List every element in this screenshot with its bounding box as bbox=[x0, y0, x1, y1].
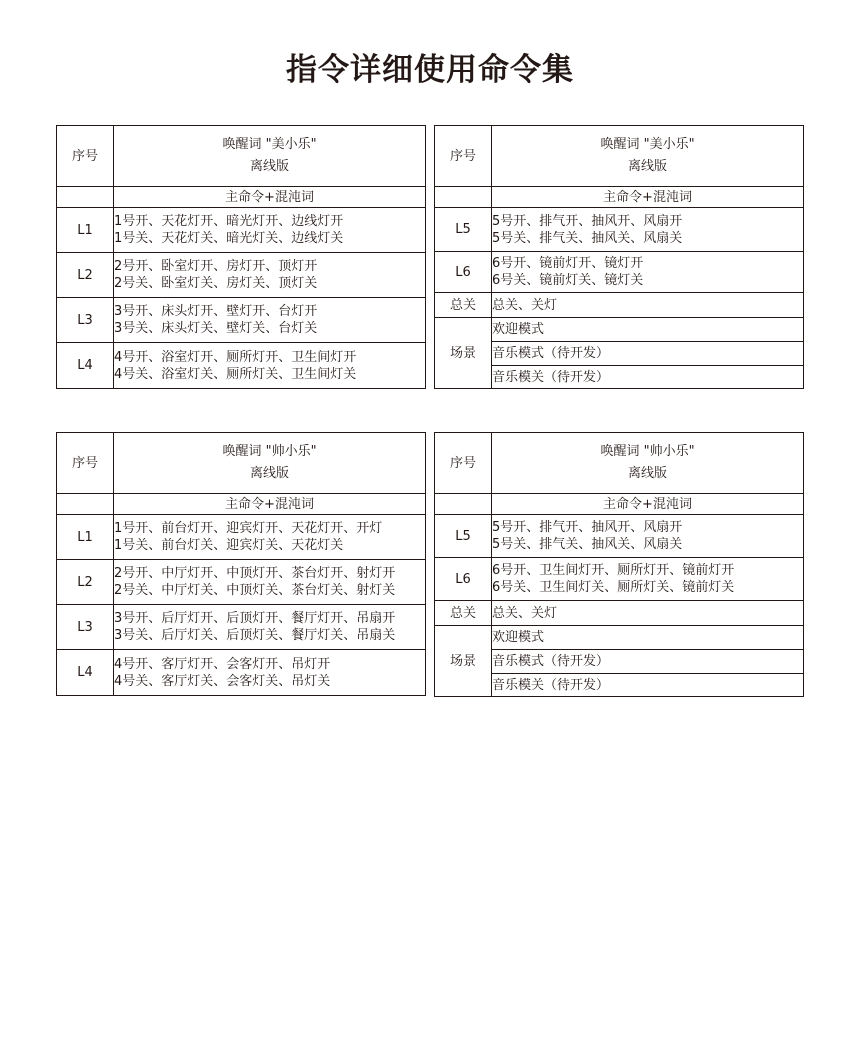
table-header-row bbox=[57, 433, 426, 494]
wake-word-header bbox=[492, 433, 804, 494]
seq-header: 序号 bbox=[57, 126, 114, 187]
scene-row bbox=[435, 626, 804, 650]
cmd-off: 1号关、前台灯关、迎宾灯关、天花灯关 bbox=[114, 538, 344, 553]
master-off-commands: 总关、关灯 bbox=[492, 293, 804, 318]
table-row bbox=[435, 515, 804, 558]
table-row bbox=[435, 252, 804, 293]
command-table-2-right bbox=[434, 432, 804, 697]
version-label: 离线版 bbox=[249, 159, 289, 174]
command-table-1-right bbox=[434, 125, 804, 389]
table-header-row bbox=[435, 126, 804, 187]
version-label: 离线版 bbox=[627, 159, 667, 174]
scene-label: 场景 bbox=[435, 318, 492, 389]
row-id: L6 bbox=[435, 558, 492, 601]
wake-word: 唤醒词 "美小乐" bbox=[600, 137, 695, 152]
subheader: 主命令+混沌词 bbox=[114, 187, 426, 208]
cmd-off: 5号关、排气关、抽风关、风扇关 bbox=[492, 537, 683, 552]
row-id: L6 bbox=[435, 252, 492, 293]
wake-word-header bbox=[492, 126, 804, 187]
row-commands bbox=[492, 558, 804, 601]
wake-word: 唤醒词 "帅小乐" bbox=[222, 444, 317, 459]
cmd-on: 3号开、后厅灯开、后顶灯开、餐厅灯开、吊扇开 bbox=[114, 611, 396, 626]
row-id: L1 bbox=[57, 515, 114, 560]
seq-header: 序号 bbox=[435, 433, 492, 494]
subheader-row bbox=[57, 187, 426, 208]
seq-header: 序号 bbox=[57, 433, 114, 494]
seq-header: 序号 bbox=[435, 126, 492, 187]
subheader: 主命令+混沌词 bbox=[492, 494, 804, 515]
subheader-row bbox=[57, 494, 426, 515]
version-label: 离线版 bbox=[627, 466, 667, 481]
cmd-off: 3号关、床头灯关、壁灯关、台灯关 bbox=[114, 321, 318, 336]
scene-label: 场景 bbox=[435, 626, 492, 697]
table-header-row bbox=[57, 126, 426, 187]
row-commands bbox=[114, 515, 426, 560]
table-row bbox=[435, 558, 804, 601]
cmd-on: 5号开、排气开、抽风开、风扇开 bbox=[492, 213, 683, 229]
master-off-commands: 总关、关灯 bbox=[492, 601, 804, 626]
scene-item: 音乐模关（待开发） bbox=[492, 674, 804, 697]
master-off-label: 总关 bbox=[435, 601, 492, 626]
table-row bbox=[57, 208, 426, 253]
cmd-off: 4号关、浴室灯关、厕所灯关、卫生间灯关 bbox=[114, 366, 357, 382]
cmd-off: 6号关、镜前灯关、镜灯关 bbox=[492, 273, 644, 288]
row-commands bbox=[114, 208, 426, 253]
cmd-off: 3号关、后厅灯关、后顶灯关、餐厅灯关、吊扇关 bbox=[114, 628, 396, 643]
cmd-off: 2号关、中厅灯关、中顶灯关、茶台灯关、射灯关 bbox=[114, 583, 396, 598]
page-title: 指令详细使用命令集 bbox=[286, 52, 574, 88]
cmd-off: 2号关、卧室灯关、房灯关、顶灯关 bbox=[114, 276, 318, 291]
command-table-2-left bbox=[56, 432, 426, 696]
row-id: L2 bbox=[57, 560, 114, 605]
table-header-row bbox=[435, 433, 804, 494]
row-commands bbox=[492, 515, 804, 558]
cmd-off: 6号关、卫生间灯关、厕所灯关、镜前灯关 bbox=[492, 580, 735, 595]
subheader-row bbox=[435, 494, 804, 515]
table-row bbox=[435, 208, 804, 252]
scene-item: 音乐模关（待开发） bbox=[492, 366, 804, 389]
table-row bbox=[57, 515, 426, 560]
row-commands bbox=[114, 298, 426, 343]
cmd-on: 3号开、床头灯开、壁灯开、台灯开 bbox=[114, 304, 318, 319]
table-row bbox=[57, 605, 426, 650]
row-id: L5 bbox=[435, 208, 492, 252]
version-label: 离线版 bbox=[249, 466, 289, 481]
wake-word: 唤醒词 "美小乐" bbox=[222, 137, 317, 152]
cmd-off: 1号关、天花灯关、暗光灯关、边线灯关 bbox=[114, 231, 344, 246]
master-off-row bbox=[435, 293, 804, 318]
table-row bbox=[57, 650, 426, 696]
subheader: 主命令+混沌词 bbox=[114, 494, 426, 515]
cmd-on: 6号开、卫生间灯开、厕所灯开、镜前灯开 bbox=[492, 563, 735, 578]
row-id: L4 bbox=[57, 650, 114, 696]
row-commands bbox=[114, 253, 426, 298]
row-commands bbox=[492, 252, 804, 293]
cmd-off: 4号关、客厅灯关、会客灯关、吊灯关 bbox=[114, 673, 331, 689]
cmd-on: 2号开、中厅灯开、中顶灯开、茶台灯开、射灯开 bbox=[114, 566, 396, 581]
cmd-off: 5号关、排气关、抽风关、风扇关 bbox=[492, 230, 683, 246]
row-id: L4 bbox=[57, 343, 114, 389]
cmd-on: 1号开、天花灯开、暗光灯开、边线灯开 bbox=[114, 214, 344, 229]
wake-word-header bbox=[114, 433, 426, 494]
cmd-on: 5号开、排气开、抽风开、风扇开 bbox=[492, 520, 683, 535]
master-off-label: 总关 bbox=[435, 293, 492, 318]
scene-row bbox=[435, 318, 804, 342]
table-row bbox=[57, 343, 426, 389]
row-id: L1 bbox=[57, 208, 114, 253]
master-off-row bbox=[435, 601, 804, 626]
scene-item: 欢迎模式 bbox=[492, 626, 804, 650]
wake-word: 唤醒词 "帅小乐" bbox=[600, 444, 695, 459]
cmd-on: 4号开、客厅灯开、会客灯开、吊灯开 bbox=[114, 656, 331, 672]
row-id: L5 bbox=[435, 515, 492, 558]
table-row bbox=[57, 560, 426, 605]
table-row bbox=[57, 253, 426, 298]
cmd-on: 6号开、镜前灯开、镜灯开 bbox=[492, 256, 644, 271]
subheader-row bbox=[435, 187, 804, 208]
row-id: L2 bbox=[57, 253, 114, 298]
scene-item: 欢迎模式 bbox=[492, 318, 804, 342]
row-commands bbox=[114, 560, 426, 605]
table-row bbox=[57, 298, 426, 343]
row-id: L3 bbox=[57, 298, 114, 343]
subheader: 主命令+混沌词 bbox=[492, 187, 804, 208]
cmd-on: 4号开、浴室灯开、厕所灯开、卫生间灯开 bbox=[114, 349, 357, 365]
row-commands bbox=[114, 605, 426, 650]
scene-item: 音乐模式（待开发） bbox=[492, 342, 804, 366]
row-id: L3 bbox=[57, 605, 114, 650]
command-table-1-left bbox=[56, 125, 426, 389]
cmd-on: 1号开、前台灯开、迎宾灯开、天花灯开、开灯 bbox=[114, 521, 383, 536]
wake-word-header bbox=[114, 126, 426, 187]
row-commands bbox=[492, 208, 804, 252]
scene-item: 音乐模式（待开发） bbox=[492, 650, 804, 674]
row-commands bbox=[114, 650, 426, 696]
cmd-on: 2号开、卧室灯开、房灯开、顶灯开 bbox=[114, 259, 318, 274]
row-commands bbox=[114, 343, 426, 389]
